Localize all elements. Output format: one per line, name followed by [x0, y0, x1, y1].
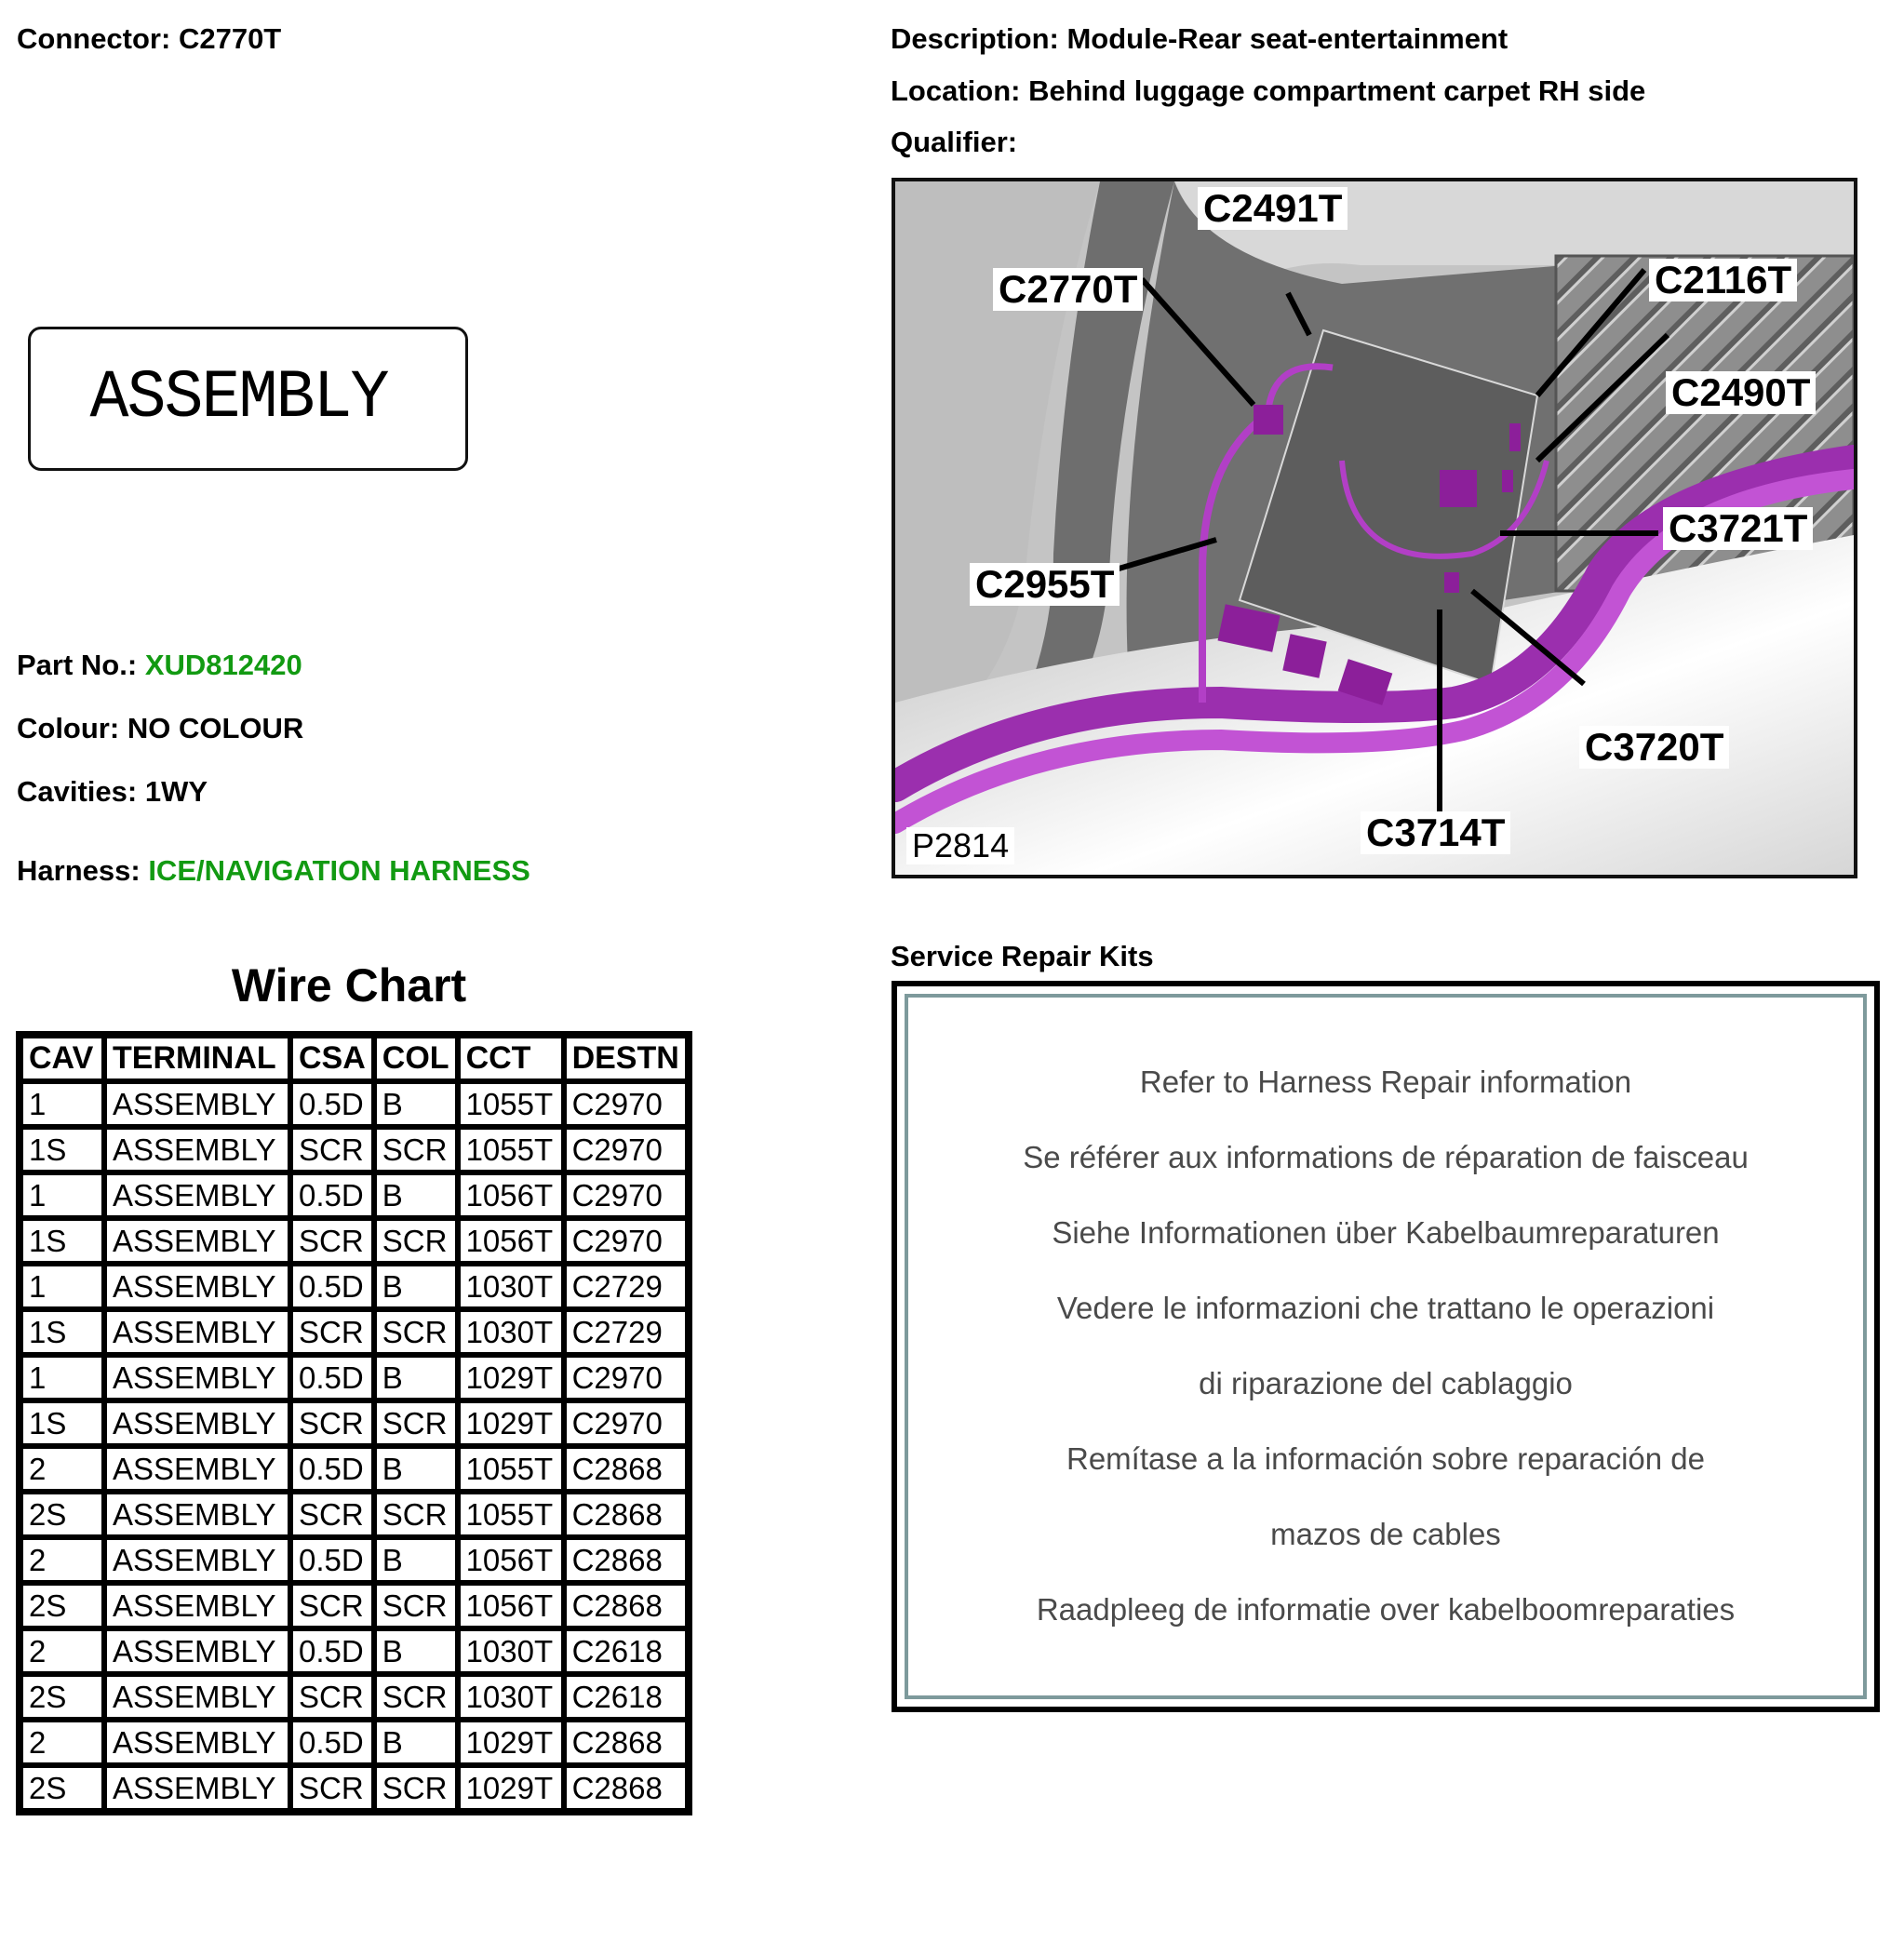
- cell-csa: SCR: [290, 1674, 374, 1720]
- srk-line-it-2: di riparazione del cablaggio: [1199, 1366, 1573, 1400]
- qualifier-label: Qualifier:: [891, 126, 1018, 158]
- cell-terminal: ASSEMBLY: [104, 1309, 290, 1355]
- cell-csa: 0.5D: [290, 1264, 374, 1309]
- cell-cct: 1030T: [458, 1309, 564, 1355]
- connector-id: C2770T: [178, 22, 282, 55]
- cell-csa: SCR: [290, 1583, 374, 1628]
- cell-col: B: [374, 1446, 458, 1492]
- cell-cav: 1S: [20, 1400, 104, 1446]
- plate-number: P2814: [906, 827, 1014, 864]
- cell-col: SCR: [374, 1309, 458, 1355]
- cell-cct: 1029T: [458, 1355, 564, 1400]
- cell-cct: 1030T: [458, 1628, 564, 1674]
- cell-destn: C2618: [564, 1674, 689, 1720]
- cell-cct: 1055T: [458, 1492, 564, 1537]
- cell-col: B: [374, 1628, 458, 1674]
- cell-terminal: ASSEMBLY: [104, 1720, 290, 1765]
- wire-chart-body: [20, 1081, 689, 1812]
- description-value: Module-Rear seat-entertainment: [1066, 22, 1508, 55]
- cell-csa: 0.5D: [290, 1355, 374, 1400]
- cell-cav: 1: [20, 1355, 104, 1400]
- cell-cav: 2S: [20, 1492, 104, 1537]
- cell-csa: 0.5D: [290, 1720, 374, 1765]
- part-number-link[interactable]: XUD812420: [144, 649, 302, 681]
- cell-csa: SCR: [290, 1765, 374, 1812]
- col-header-terminal: TERMINAL: [104, 1035, 290, 1081]
- cell-cav: 2S: [20, 1765, 104, 1812]
- cell-destn: C2618: [564, 1628, 689, 1674]
- cell-terminal: ASSEMBLY: [104, 1127, 290, 1172]
- cell-destn: C2868: [564, 1720, 689, 1765]
- cell-cct: 1056T: [458, 1218, 564, 1264]
- cell-cav: 2: [20, 1628, 104, 1674]
- table-row: [20, 1446, 689, 1492]
- srk-line-de: Siehe Informationen über Kabelbaumreparaturen: [1052, 1215, 1720, 1250]
- cell-cav: 1S: [20, 1309, 104, 1355]
- cell-destn: C2868: [564, 1765, 689, 1812]
- cell-col: SCR: [374, 1218, 458, 1264]
- cell-csa: SCR: [290, 1400, 374, 1446]
- cell-csa: 0.5D: [290, 1446, 374, 1492]
- cell-cav: 1: [20, 1081, 104, 1127]
- callout-label: C3721T: [1663, 507, 1813, 550]
- cell-cct: 1029T: [458, 1720, 564, 1765]
- cell-csa: SCR: [290, 1492, 374, 1537]
- location-value: Behind luggage compartment carpet RH side: [1028, 74, 1646, 107]
- cell-cav: 2S: [20, 1583, 104, 1628]
- cell-destn: C2868: [564, 1492, 689, 1537]
- connector-face-text: ASSEMBLY: [89, 360, 388, 437]
- cell-destn: C2729: [564, 1309, 689, 1355]
- srk-line-fr: Se référer aux informations de réparation de faisceau: [1023, 1140, 1749, 1174]
- cell-cav: 2: [20, 1446, 104, 1492]
- cell-destn: C2970: [564, 1172, 689, 1218]
- cell-cct: 1055T: [458, 1081, 564, 1127]
- connector-face-drawing: [28, 327, 468, 471]
- cell-csa: 0.5D: [290, 1537, 374, 1583]
- srk-line-it-1: Vedere le informazioni che trattano le operazioni: [1056, 1291, 1715, 1325]
- table-row: [20, 1309, 689, 1355]
- cell-destn: C2868: [564, 1583, 689, 1628]
- srk-line-es-1: Remítase a la información sobre reparación de: [1066, 1441, 1706, 1476]
- cell-destn: C2729: [564, 1264, 689, 1309]
- cell-col: SCR: [374, 1674, 458, 1720]
- cell-terminal: ASSEMBLY: [104, 1081, 290, 1127]
- cell-col: SCR: [374, 1765, 458, 1812]
- table-row: [20, 1218, 689, 1264]
- cell-cct: 1029T: [458, 1400, 564, 1446]
- table-row: [20, 1583, 689, 1628]
- cell-terminal: ASSEMBLY: [104, 1492, 290, 1537]
- cell-terminal: ASSEMBLY: [104, 1264, 290, 1309]
- cell-terminal: ASSEMBLY: [104, 1537, 290, 1583]
- cell-cct: 1030T: [458, 1674, 564, 1720]
- table-row: [20, 1674, 689, 1720]
- cell-cav: 2S: [20, 1674, 104, 1720]
- cell-terminal: ASSEMBLY: [104, 1400, 290, 1446]
- cell-cct: 1055T: [458, 1446, 564, 1492]
- cell-terminal: ASSEMBLY: [104, 1765, 290, 1812]
- cell-col: B: [374, 1172, 458, 1218]
- col-header-cav: CAV: [20, 1035, 104, 1081]
- cavities-label: Cavities:: [17, 775, 138, 808]
- cell-destn: C2970: [564, 1355, 689, 1400]
- cavities-line: [17, 775, 208, 809]
- service-repair-kits-title: Service Repair Kits: [891, 940, 1154, 972]
- cell-cav: 2: [20, 1720, 104, 1765]
- wire-chart-title: Wire Chart: [231, 959, 467, 1011]
- part-number-label: Part No.:: [17, 649, 138, 681]
- srk-line-en: Refer to Harness Repair information: [1139, 1065, 1632, 1099]
- location-line: [891, 74, 1645, 108]
- cell-cct: 1056T: [458, 1537, 564, 1583]
- cell-csa: 0.5D: [290, 1081, 374, 1127]
- cell-col: SCR: [374, 1400, 458, 1446]
- qualifier-line: [891, 126, 1017, 159]
- harness-link[interactable]: ICE/NAVIGATION HARNESS: [148, 854, 530, 887]
- table-row: [20, 1492, 689, 1537]
- srk-line-nl: Raadpleeg de informatie over kabelboomreparaties: [1036, 1592, 1736, 1627]
- callout-label: C2491T: [1198, 187, 1348, 230]
- cell-terminal: ASSEMBLY: [104, 1674, 290, 1720]
- cell-col: SCR: [374, 1127, 458, 1172]
- callout-label: C2770T: [993, 268, 1143, 311]
- cell-cav: 1: [20, 1172, 104, 1218]
- cell-destn: C2970: [564, 1400, 689, 1446]
- description-label: Description:: [891, 22, 1059, 55]
- cell-col: SCR: [374, 1492, 458, 1537]
- cell-destn: C2868: [564, 1537, 689, 1583]
- harness-label: Harness:: [17, 854, 141, 887]
- cell-cav: 1: [20, 1264, 104, 1309]
- cell-cct: 1055T: [458, 1127, 564, 1172]
- cell-csa: 0.5D: [290, 1628, 374, 1674]
- table-row: [20, 1081, 689, 1127]
- cell-csa: SCR: [290, 1127, 374, 1172]
- colour-label: Colour:: [17, 712, 120, 744]
- colour-line: [17, 712, 303, 745]
- cell-col: SCR: [374, 1583, 458, 1628]
- callout-label: C2490T: [1666, 371, 1816, 414]
- cell-csa: SCR: [290, 1218, 374, 1264]
- location-image: [892, 178, 1857, 878]
- cell-col: B: [374, 1537, 458, 1583]
- cell-cav: 2: [20, 1537, 104, 1583]
- cell-cct: 1056T: [458, 1583, 564, 1628]
- description-line: [891, 22, 1508, 56]
- col-header-cct: CCT: [458, 1035, 564, 1081]
- table-row: [20, 1400, 689, 1446]
- cell-col: B: [374, 1264, 458, 1309]
- cell-cav: 1S: [20, 1218, 104, 1264]
- cell-col: B: [374, 1720, 458, 1765]
- harness-line: [17, 854, 530, 888]
- colour-value: NO COLOUR: [127, 712, 304, 744]
- table-row: [20, 1127, 689, 1172]
- cell-csa: 0.5D: [290, 1172, 374, 1218]
- col-header-col: COL: [374, 1035, 458, 1081]
- cell-terminal: ASSEMBLY: [104, 1628, 290, 1674]
- cell-csa: SCR: [290, 1309, 374, 1355]
- part-number-line: [17, 649, 302, 682]
- service-repair-kits-box: [892, 981, 1880, 1712]
- cell-terminal: ASSEMBLY: [104, 1446, 290, 1492]
- callout-label: C2955T: [970, 563, 1120, 606]
- table-row: [20, 1720, 689, 1765]
- table-header-row: [20, 1035, 689, 1081]
- cell-terminal: ASSEMBLY: [104, 1583, 290, 1628]
- cell-terminal: ASSEMBLY: [104, 1355, 290, 1400]
- table-row: [20, 1264, 689, 1309]
- col-header-destn: DESTN: [564, 1035, 689, 1081]
- cell-destn: C2970: [564, 1127, 689, 1172]
- connector-heading: [17, 22, 281, 56]
- cell-col: B: [374, 1081, 458, 1127]
- connector-label: Connector:: [17, 22, 171, 55]
- col-header-csa: CSA: [290, 1035, 374, 1081]
- callout-label: C2116T: [1649, 259, 1797, 301]
- table-row: [20, 1628, 689, 1674]
- cell-terminal: ASSEMBLY: [104, 1172, 290, 1218]
- callout-label: C3720T: [1579, 726, 1729, 769]
- cell-cct: 1029T: [458, 1765, 564, 1812]
- cell-col: B: [374, 1355, 458, 1400]
- table-row: [20, 1355, 689, 1400]
- table-row: [20, 1537, 689, 1583]
- srk-line-es-2: mazos de cables: [1270, 1517, 1501, 1551]
- table-row: [20, 1765, 689, 1812]
- cell-cct: 1030T: [458, 1264, 564, 1309]
- cavities-value: 1WY: [144, 775, 208, 808]
- cell-terminal: ASSEMBLY: [104, 1218, 290, 1264]
- wire-chart-table: [16, 1031, 692, 1815]
- cell-destn: C2868: [564, 1446, 689, 1492]
- cell-cct: 1056T: [458, 1172, 564, 1218]
- location-label: Location:: [891, 74, 1021, 107]
- cell-cav: 1S: [20, 1127, 104, 1172]
- callout-label: C3714T: [1361, 811, 1510, 854]
- table-row: [20, 1172, 689, 1218]
- service-repair-kits-inner: [905, 994, 1867, 1699]
- cell-destn: C2970: [564, 1218, 689, 1264]
- cell-destn: C2970: [564, 1081, 689, 1127]
